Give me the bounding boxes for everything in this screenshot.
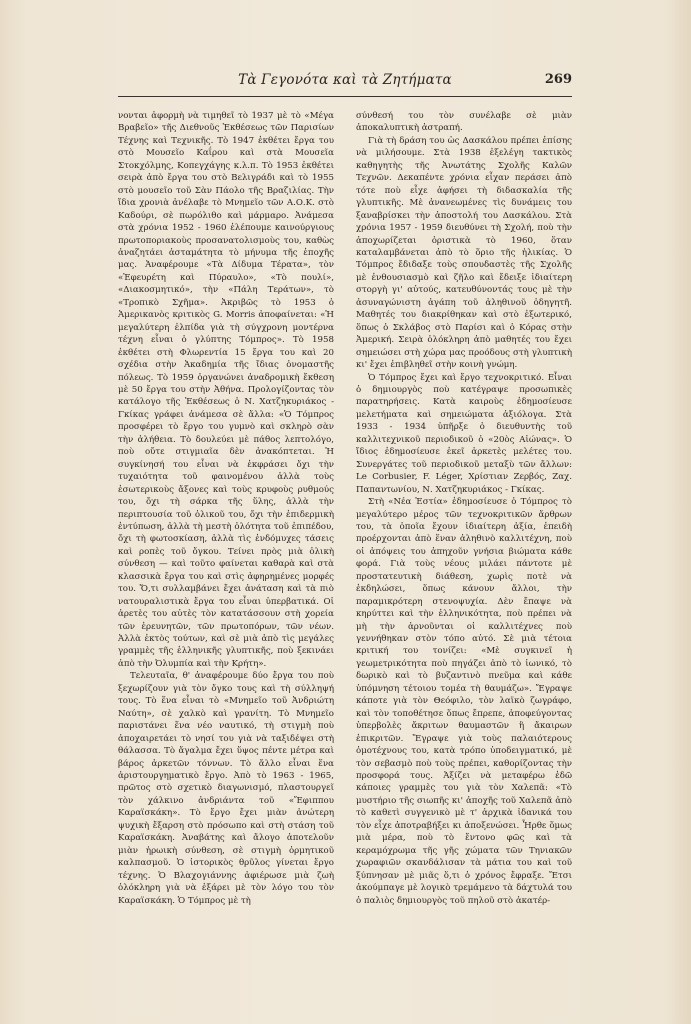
paragraph: σύνθεσή του τὸν συνέλαβε σὲ μιὰν ἀποκαλυπτικὴ ἀστραπή. <box>356 111 572 134</box>
paragraph: Τελευταῖα, θ' ἀναφέρουμε δύο ἔργα του ποὺ ξεχωρίζουν γιὰ τὸν ὄγκο τους καὶ τὴ σύλληψή τους. Τὸ ἕνα εἶναι τὸ «Μνημεῖο τοῦ Ἀνδριώτη Ναύτη», σὲ χαλκὸ καὶ γρανίτη. Τὸ Μνημεῖο παριστάνει ἕνα νέο ναυτικό, τὴ στιγμὴ ποὺ ἀποχαιρετάει τὸ νησί του γιὰ νὰ ταξιδέψει στὴ θάλασσα. Τὸ ἄγαλμα ἔχει ὕψος πέντε μέτρα καὶ βάρος ἀρκετῶν τόννων. Τὸ ἄλλο εἶναι ἕνα ἀριστουργηματικὸ ἔργο. Ἀπὸ τὸ 1963 - 1965, πρῶτος στὸ σχετικὸ διαγωνισμό, πλαστουργεῖ τὸν χάλκινο ἀνδριάντα τοῦ «Ἔφιππου Καραϊσκάκη». Τὸ ἔργο ἔχει μιὰν ἀνώτερη ψυχικὴ ἔξαρση στὸ πρόσωπο καὶ στὴ στάση τοῦ Καραϊσκάκη. Ἀναβάτης καὶ ἄλογο ἀποτελοῦν μιὰν ἡρωικὴ σύνθεση, σὲ στιγμὴ ὁρμητικοῦ καλπασμοῦ. Ὁ ἱστορικὸς θρῦλος γίνεται ἔργο τέχνης. Ὁ Βλαχογιάννης ἀφιέρωσε μιὰ ζωὴ ὁλόκληρη γιὰ νὰ ἐξάρει μὲ τὸν λόγο του τὸν Καραϊσκάκη. Ὁ Τόμπρος μὲ τὴ <box>118 671 334 906</box>
paragraph: Γιὰ τὴ δράση του ὡς Δασκάλου πρέπει ἐπίσης νὰ μιλήσουμε. Στὰ 1938 ἐξελέγη τακτικὸς καθηγητὴς τῆς Ἀνωτάτης Σχολῆς Καλῶν Τεχνῶν. Δεκαπέντε χρόνια εἶχαν περάσει ἀπὸ τότε ποὺ εἶχε ἀφήσει τὴ διδασκαλία τῆς γλυπτικῆς. Μὲ ἀνανεωμένες τὶς δυνάμεις του ξαναβρίσκει τὴν ἀποστολή του Δασκάλου. Στὰ χρόνια 1957 - 1959 διευθύνει τὴ Σχολή, ποὺ τὴν ἀποχωρίζεται ὁριστικὰ τὸ 1960, ὅταν καταλαμβάνεται ἀπὸ τὸ ὅριο τῆς ἡλικίας. Ὁ Τόμπρος ἔδιδαξε τοὺς σπουδαστὲς τῆς Σχολῆς μὲ ἐνθουσιασμὸ καὶ ζῆλο καὶ ἔδειξε ἰδιαίτερη στοργὴ γι' αὐτούς, κατευθύνοντάς τους μὲ τὴν ἀσυναγώνιστη ἀγάπη τοῦ ἀληθινοῦ ὁδηγητῆ. Μαθητές του διακρίθηκαν καὶ στὸ ἐξωτερικό, ὅπως ὁ Σκλάβος στὸ Παρίσι καὶ ὁ Κόρας στὴν Ἀμερική. Σειρὰ ὁλόκληρη ἀπὸ μαθητές του ἔχει σημειώσει στὴ χώρα μας προόδους στὴ γλυπτικὴ κι' ἔχει ἐπιβληθεῖ στὴν κοινὴ γνώμη. <box>356 135 572 371</box>
right-column <box>356 110 572 995</box>
running-title: Τὰ Γεγονότα καὶ τὰ Ζητήματα <box>238 72 452 88</box>
running-header <box>118 72 572 94</box>
paragraph: Ὁ Τόμπρος ἔχει καὶ ἔργο τεχνοκριτικό. Εἶναι ὁ δημιουργὸς ποὺ κατέγραψε προσωπικὲς παρατηρήσεις. Κατὰ καιροὺς ἐδημοσίευσε μελετήματα καὶ σημειώματα ἀξιόλογα. Στὰ 1933 - 1934 ὑπῆρξε ὁ διευθυντὴς τοῦ καλλιτεχνικοῦ περιοδικοῦ ὁ «20ὸς Αἰώνας». Ὁ ἴδιος ἐδημοσίευσε ἐκεῖ ἀρκετὲς μελέτες του. Συνεργάτες τοῦ περιοδικοῦ μεταξὺ τῶν ἄλλων: Le Corbusier, F. Léger, Χρίστιαν Ζερβός, Ζαχ. Παπαντωνίου, Ν. Χατζηκυριάκος - Γκίκας. <box>356 372 572 495</box>
paragraph: νονται ἀφορμὴ νὰ τιμηθεῖ τὸ 1937 μὲ τὸ «Μέγα Βραβεῖο» τῆς Διεθνοῦς Ἐκθέσεως τῶν Παρισίων Τέχνης καὶ Τεχνικῆς. Τὸ 1947 ἐκθέτει ἔργα του στὸ Μουσεῖο Καΐρου καὶ στὰ Μουσεῖα Στοκχόλμης, Κοπεγχάγης κ.λ.π. Τὸ 1953 ἐκθέτει σειρὰ ἀπὸ ἔργα του στὸ Βελιγράδι καὶ τὸ 1955 στὸ μουσεῖο τοῦ Σὰν Πάολο τῆς Βραζιλίας. Τὴν ἴδια χρονιὰ ἀνέλαβε τὸ Μνημεῖο τῶν Α.Ο.Κ. στὸ Καδούρι, σὲ πωρόλιθο καὶ μάρμαρο. Ἀνάμεσα στὰ χρόνια 1952 - 1960 ἐλέπουμε καινούργιους πρωτοποριακοὺς προσανατολισμοὺς του, καθὼς ἀναζητάει ἀσταμάτητα τὸ μήνυμα τῆς ἐποχῆς μας. Ἀναφέρουμε «Τὰ Δίδυμα Τέρατα», τὸν «Ἐφευρέτη καὶ Πύραυλο», «Τὸ πουλί», «Διακοσμητικό», τὴν «Πάλη Τεράτων», τὸ «Τροπικὸ Σχῆμα». Ἀκριβῶς τὸ 1953 ὁ Ἀμερικανὸς κριτικὸς G. Morris ἀποφαίνεται: «Ἡ μεγαλύτερη ἐλπίδα γιὰ τὴ σύγχρονη μοντέρνα τέχνη εἶναι ὁ γλύπτης Τόμπρος». Τὸ 1958 ἐκθέτει στὴ Φλωρεντία 15 ἔργα του καὶ 20 σχέδια στὴν Ἀκαδημία τῆς ἴδιας ὀνομαστῆς πόλεως. Τὸ 1959 ὀργανώνει ἀναδρομικὴ ἔκθεση μὲ 50 ἔργα του στὴν Ἀθήνα. Προλογίζοντας τὸν κατάλογο τῆς Ἐκθέσεως ὁ Ν. Χατζηκυριάκος - Γκίκας γράφει ἀνάμεσα σὲ ἄλλα: «Ὁ Τόμπρος προσφέρει τὸ ἔργο του γυμνὸ καὶ σκληρὸ σὰν τὴν ἀλήθεια. Τὸ δουλεύει μὲ πάθος λεπτολόγο, ποὺ οὔτε στιγμιαῖα δὲν ἀνακόπτεται. Ἡ συγκίνησή του εἶναι νὰ ἐκφράσει ὄχι τὴν τυχαιότητα τοῦ φαινομένου ἀλλὰ τοὺς ἐσωτερικοὺς ἄξονες καὶ τοὺς κρυφοὺς ρυθμούς του, ὄχι τὴ σάρκα τῆς ὕλης, ἀλλὰ τὴν περιπτουσία τοῦ ὁλικοῦ του, ὄχι τὴν ἐπιδερμικὴ ἐντύπωση, ἀλλὰ τὴ μεστὴ ὁλότητα τοῦ ἐπιπέδου, ὄχι τὴ φωτοσκίαση, ἀλλὰ τὶς ἐνδόμυχες τάσεις καὶ ροπὲς τοῦ ὄγκου. Τείνει πρὸς μιὰ ὁλικὴ σύνθεση — καὶ τοῦτο φαίνεται καθαρὰ καὶ στὰ κλασσικὰ ἔργα του καὶ στὶς ἀφηρημένες μορφές του. Ὅ,τι συλλαμβάνει ἔχει ἀνάταση καὶ τὰ πιὸ νατουραλιστικὰ ἔργα του εἶναι ὑπερβατικά. Οἱ ἀρετὲς του αὐτὲς τὸν κατατάσσουν στὴ χορεία τῶν ἐρευνητῶν, τῶν πρωτοπόρων, τῶν νέων. Ἀλλὰ ἐκτὸς τούτων, καὶ σὲ μιὰ ἀπὸ τὶς μεγάλες γραμμὲς τῆς ἑλληνικῆς γλυπτικῆς, ποὺ ξεκινάει ἀπὸ τὴν Ὀλυμπία καὶ τὴν Κρήτη». <box>118 111 334 669</box>
page-number: 269 <box>544 72 572 87</box>
left-column <box>118 110 334 995</box>
header-rule <box>118 96 572 97</box>
paragraph: Στὴ «Νέα Ἑστία» ἐδημοσίευσε ὁ Τόμπρος τὸ μεγαλύτερο μέρος τῶν τεχνοκριτικῶν ἄρθρων του, τὰ ὁποῖα ἔχουν ἰδιαίτερη ἀξία, ἐπειδὴ προέρχονται ἀπὸ ἕναν ἀληθινὸ καλλιτέχνη, ποὺ οἱ ἀπόψεις του ἀπηχοῦν γνήσια βιώματα κάθε φορά. Γιὰ τοὺς νέους μιλάει πάντοτε μὲ προστατευτικὴ διάθεση, χωρὶς ποτὲ νὰ ἐκδηλώσει, ὅπως κάνουν ἄλλοι, τὴν παραμικρότερη στενοψυχία. Δὲν ἔπαψε νὰ κηρύττει καὶ τὴν ἑλληνικότητα, ποὺ πρέπει νὰ μὴ τὴν ἀρνοῦνται οἱ καλλιτέχνες ποὺ γεννήθηκαν στὸν τόπο αὐτό. Σὲ μιὰ τέτοια κριτική του τονίζει: «Μὲ συγκινεῖ ἡ γεωμετρικότητα ποὺ πηγάζει ἀπὸ τὸ ἰωνικό, τὸ δωρικὸ καὶ τὸ βυζαντινὸ πνεῦμα καὶ κάθε ὑπόμνηση τέτοιου τομέα τὴ θαυμάζω». Ἔγραψε κάποτε γιὰ τὸν Θεόφιλο, τὸν λαϊκὸ ζωγράφο, καὶ τὸν τοποθέτησε ὅπως ἔπρεπε, ἀποφεύγοντας ὑπερβολὲς ἄκριτων θαυμαστῶν ἢ ἄκαιρων ἐπικριτῶν. Ἔγραψε γιὰ τοὺς παλαιότερους ὁμοτέχνους του, κατὰ τρόπο ὑποδειγματικό, μὲ τὸν σεβασμὸ ποὺ τοὺς πρέπει, καθορίζοντας τὴν προσφορά τους. Ἀξίζει νὰ μεταφέρω ἐδῶ κάποιες γραμμὲς του γιὰ τὸν Χαλεπᾶ: «Τὸ μυστήριο τῆς σιωπῆς κι' ἀποχῆς τοῦ Χαλεπᾶ ἀπὸ τὸ καθετὶ συγγενικὸ μὲ τ' ἀρχικὰ ἰδανικά του τὸν εἶχε ἀποτραβήξει κι ἀποξενώσει. Ἦρθε ὅμως μιὰ μέρα, ποὺ τὸ ἔντονο φῶς καὶ τὰ κεραμόχρωμα τῆς γῆς χώματα τῶν Τηνιακῶν χωραφιῶν σκανδάλισαν τὰ μάτια του καὶ τοῦ ξύπνησαν μὲ μιᾶς ὅ,τι ὁ χρόνος ἔφραξε. Ἔτσι ἀκούμπαγε μὲ λογικὸ τρεμάμενο τὰ δάχτυλά του ὁ παλιὸς δημιουργὸς τοῦ πηλοῦ στὸ ἀκατέρ- <box>356 497 572 906</box>
